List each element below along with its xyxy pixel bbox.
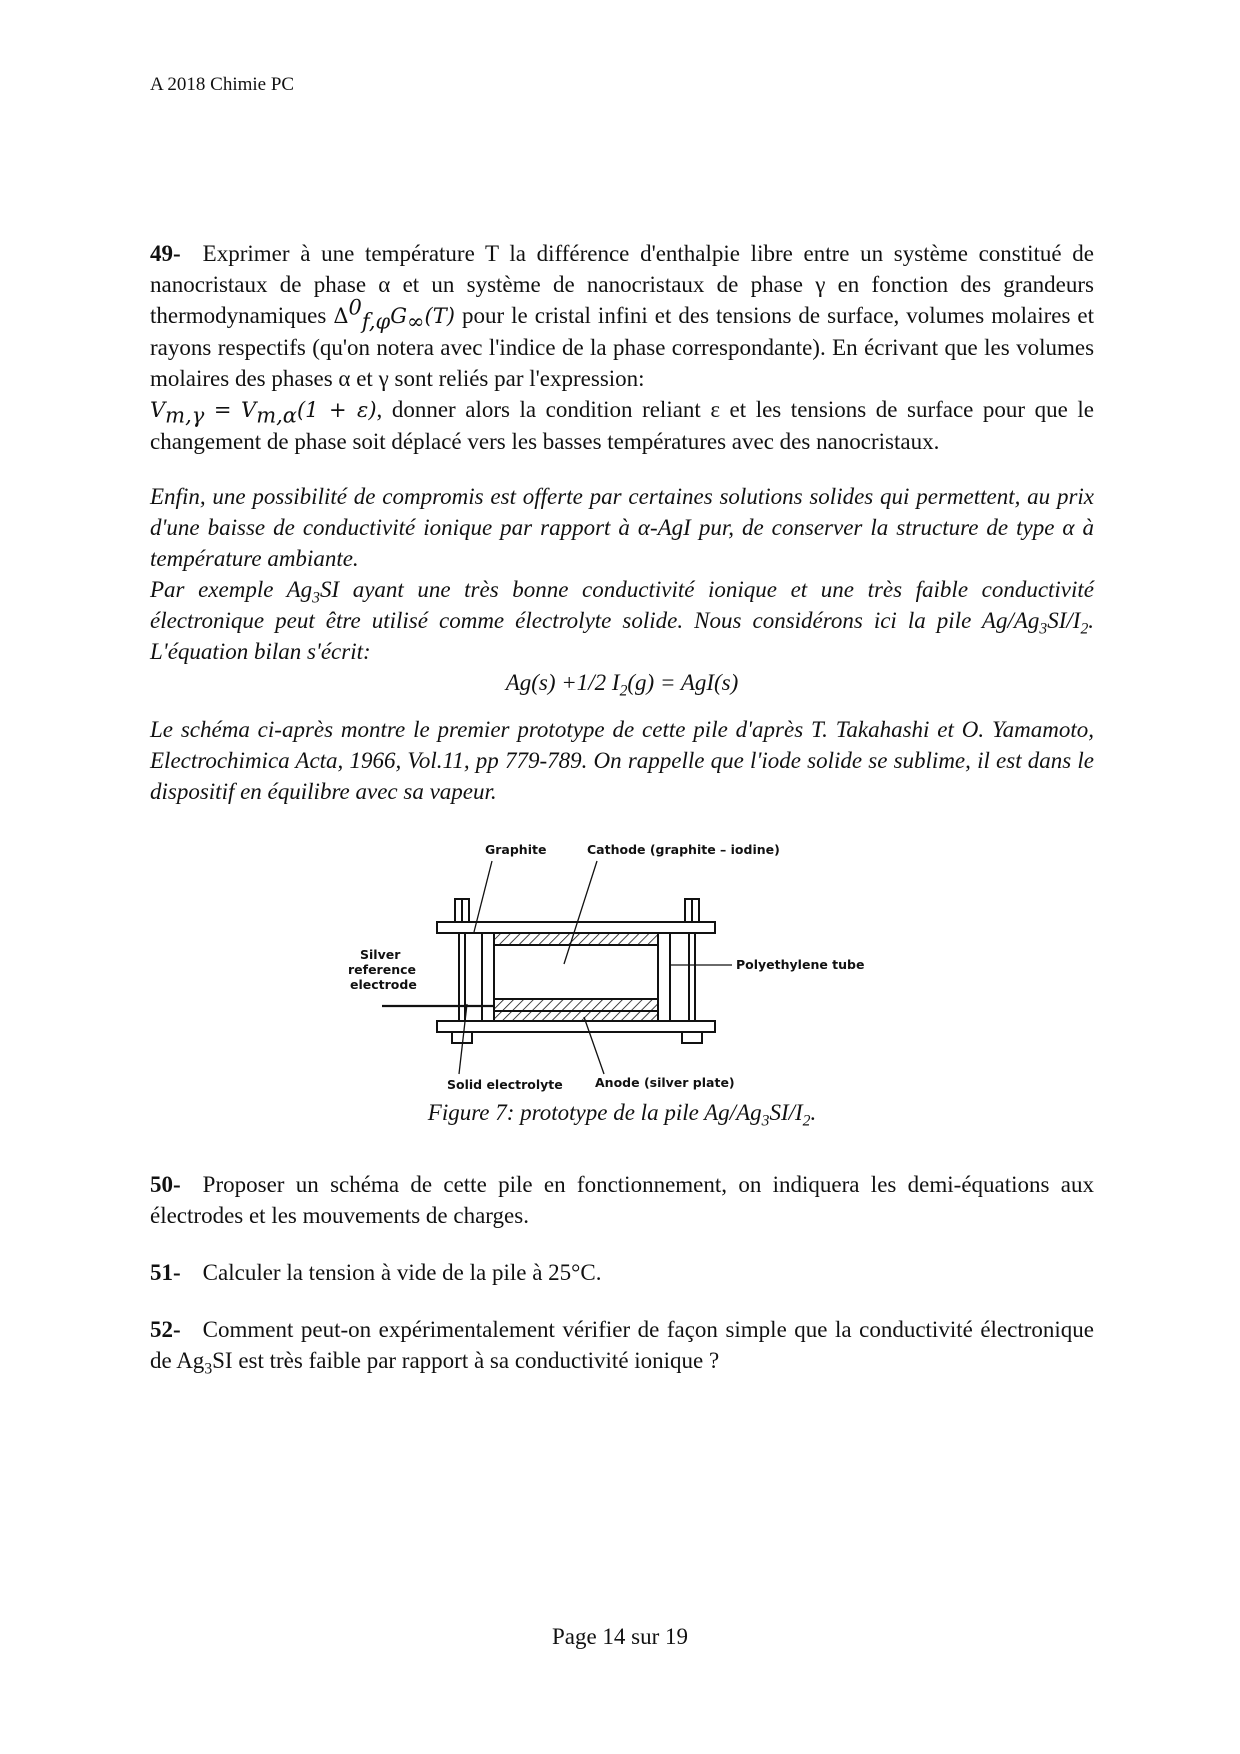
intro-paragraph-2: Par exemple $Ag_3SI$ ayant une très bonne conductivité ionique et une très faible conductivité électronique peut être utilisé comme électrolyte solide. Nous considérons ici la pile $Ag/Ag_3SI/I_2$. L'équation bilan s'écrit: — [150, 577, 1095, 664]
page-footer: Page 14 sur 19 — [551, 1624, 689, 1649]
question-51 — [150, 1257, 1094, 1288]
intro-text — [150, 481, 1094, 807]
question-51-text: Calculer la tension à vide de la pile à 25°C. — [202, 1260, 602, 1285]
label-electrode: electrode — [350, 977, 417, 992]
question-number: 51- — [150, 1260, 181, 1285]
intro-paragraph-3: Le schéma ci-après montre le premier prototype de cette pile d'après T. Takahashi et O. Yamamoto, Electrochimica Acta, 1966, Vol.11, pp 779-789. On rappelle que l'iode solide se sublime, il est dans le dispositif en équilibre avec sa vapeur. — [150, 717, 1094, 804]
battery-prototype-figure — [342, 834, 898, 1096]
intro-paragraph-1: Enfin, une possibilité de compromis est offerte par certaines solutions solides qui permettent, au prix d'une baisse de conductivité ionique par rapport à α-AgI pur, de conserver la structure de type α à température ambiante. — [150, 484, 1094, 571]
battery-diagram — [342, 834, 898, 1096]
question-49 — [150, 238, 1094, 457]
anode-layer — [494, 1011, 658, 1021]
label-tube: Polyethylene tube — [736, 957, 865, 972]
question-number: 52- — [150, 1317, 181, 1342]
question-50-text: Proposer un schéma de cette pile en fonctionnement, on indiquera les demi-équations aux électrodes et les mouvements de charges. — [150, 1172, 1094, 1228]
balance-equation: Ag(s) +1/2 $I_2(g) = AgI(s)$ — [505, 670, 739, 700]
cathode-cavity — [494, 945, 658, 999]
label-anode: Anode (silver plate) — [595, 1075, 735, 1090]
bottom-plate — [437, 1021, 715, 1032]
label-silver: Silver — [360, 947, 401, 962]
label-electrolyte: Solid electrolyte — [447, 1077, 563, 1092]
right-bolt-nut — [682, 1032, 702, 1043]
question-number: 49- — [150, 241, 181, 266]
tube-wall-left — [482, 933, 494, 1021]
left-bolt-nut — [452, 1032, 472, 1043]
question-50 — [150, 1169, 1094, 1231]
label-graphite: Graphite — [485, 842, 547, 857]
solid-electrolyte-layer — [494, 999, 658, 1011]
question-52: 52- Comment peut-on expérimentalement vérifier de façon simple que la conductivité électronique de $Ag_3SI$ est très faible par rapport à sa conductivité ionique ? — [150, 1317, 1094, 1378]
question-49-text: 49- Exprimer à une température T la différence d'enthalpie libre entre un système constitué de nanocristaux de phase α et un système de nanocristaux de phase γ en fonction des grandeurs thermodynamiques $\Delta^0_{f,\varphi}G_\infty(T)$ pour le cristal infini et des tensions de surface, volumes molaires et rayons respectifs (qu'on notera avec l'indice de la phase correspondante). En écrivant que les volumes molaires des phases α et γ sont reliés par l'expression: $V_{m,\gamma} = V_{m,\alpha}(1 + \varepsilon)$, donner alors la condition reliant ε et les tensions de surface pour que le changement de phase soit déplacé vers les basses températures avec des nanocristaux. — [150, 241, 1095, 454]
page-header: A 2018 Chimie PC — [150, 74, 295, 95]
question-number: 50- — [150, 1172, 181, 1197]
label-reference: reference — [348, 962, 416, 977]
tube-wall-right — [658, 933, 670, 1021]
figure-caption: Figure 7: prototype de la pile $Ag/Ag_3SI/I_2$. — [427, 1100, 817, 1130]
graphite-layer — [494, 933, 658, 945]
label-cathode: Cathode (graphite – iodine) — [587, 842, 780, 857]
